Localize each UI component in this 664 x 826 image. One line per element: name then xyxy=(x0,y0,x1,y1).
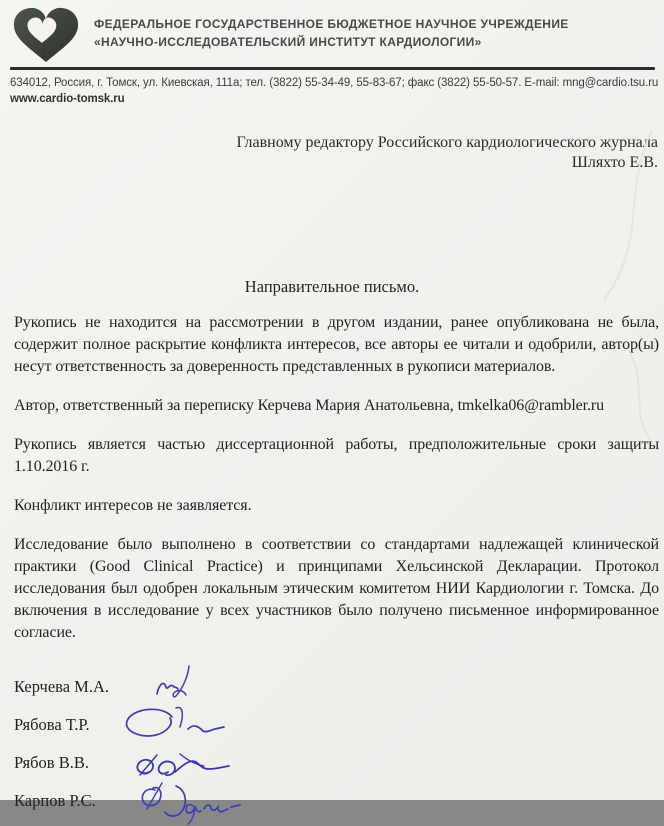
letterhead-divider xyxy=(10,67,655,70)
signer-name: Керчева М.А. xyxy=(14,677,110,696)
letterhead xyxy=(0,0,664,64)
paragraph-corresponding-author: Автор, ответственный за переписку Керчева Мария Анатольевна, tmkelka06@rambler.ru xyxy=(14,397,605,414)
letter-title: Направительное письмо. xyxy=(244,277,420,296)
recipient-line2: Шляхто Е.В. xyxy=(571,154,658,171)
signer-name: Рябов В.В. xyxy=(14,753,89,772)
letter-body xyxy=(14,312,659,644)
cardiology-institute-heart-logo xyxy=(10,4,82,64)
organization-name xyxy=(94,15,569,51)
signature-block xyxy=(0,668,664,820)
paragraph-ethics: Исследование было выполнено в соответствии со стандартами надлежащей клинической практики (Good Clinical Practice) и принципами Хельсинской Декларации. Протокол исследования был одобрен локальным этическим комитетом НИИ Кардиологии г. Томска. До включения в исследование у всех участников было получено письменное информированное согласие. xyxy=(14,536,659,641)
recipient-block xyxy=(0,133,664,173)
handwritten-signature-ryabova xyxy=(118,700,230,746)
contact-line: 634012, Россия, г. Томск, ул. Киевская, 111а; тел. (3822) 55-34-49, 55-83-67; факс (3822) 55-50-57. E-mail: mng@cardio.tsu.ru xyxy=(10,77,659,89)
website-url: www.cardio-tomsk.ru xyxy=(10,93,125,105)
organization-name-line1: ФЕДЕРАЛЬНОЕ ГОСУДАРСТВЕННОЕ БЮДЖЕТНОЕ НАУЧНОЕ УЧРЕЖДЕНИЕ xyxy=(94,17,569,31)
handwritten-signature-karpov xyxy=(134,778,246,826)
organization-name-line2: «НАУЧНО-ИССЛЕДОВАТЕЛЬСКИЙ ИНСТИТУТ КАРДИОЛОГИИ» xyxy=(94,35,482,49)
paragraph-conflict-of-interest: Конфликт интересов не заявляется. xyxy=(14,497,252,514)
paragraph-manuscript-statement: Рукопись не находится на рассмотрении в другом издании, ранее опубликована не была, содержит полное раскрытие конфликта интересов, все авторы ее читали и одобрили, автор(ы) несут ответственность за доверенность представленных в рукописи материалов. xyxy=(14,314,659,375)
signer-name: Карпов Р.С. xyxy=(14,791,96,810)
paragraph-dissertation: Рукопись является частью диссертационной работы, предположительные сроки защиты 1.10.2016 г. xyxy=(14,436,659,475)
signer-name: Рябова Т.Р. xyxy=(14,715,90,734)
recipient-line1: Главному редактору Российского кардиологического журнала xyxy=(236,134,658,151)
signature-row-ryabov xyxy=(14,744,664,782)
contact-block xyxy=(10,76,660,107)
signature-row-kercheva xyxy=(14,668,664,706)
signature-row-karpov xyxy=(14,782,664,820)
signature-row-ryabova xyxy=(14,706,664,744)
